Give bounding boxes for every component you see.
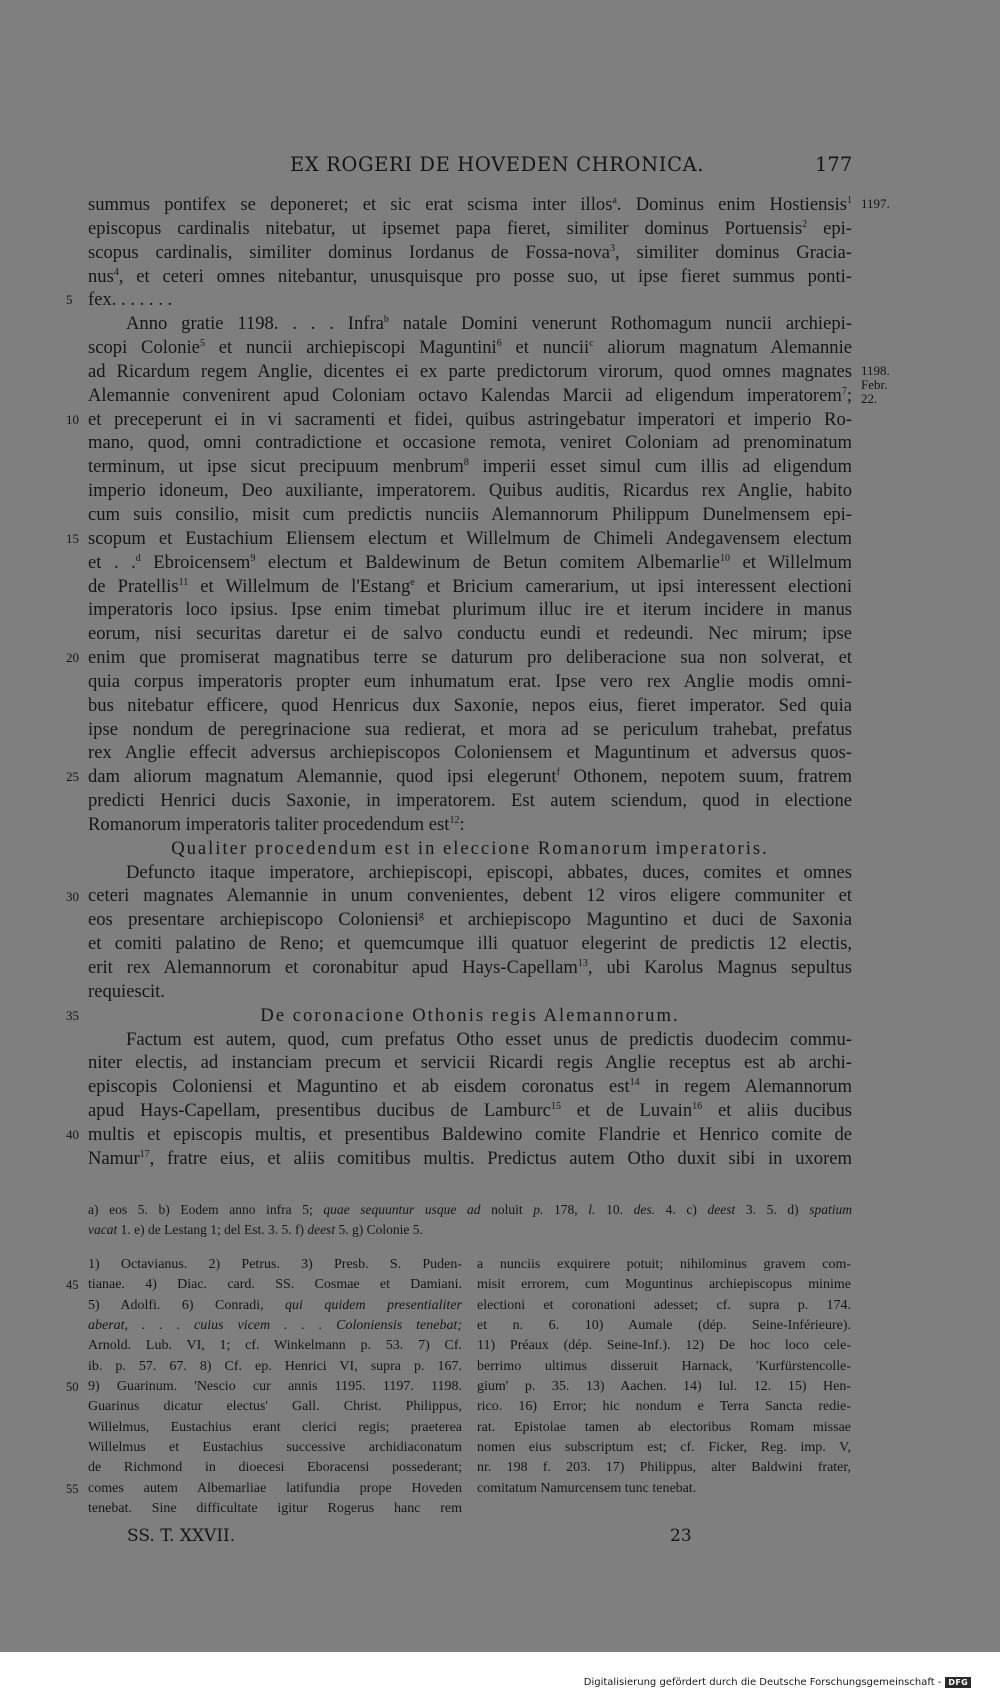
footnote-line: comes autem Albemarliae latifundia prope Hoveden: [88, 1480, 462, 1496]
text-line: enim que promiserat magnatibus terre se daturum pro deliberacione sua non solverat, et: [88, 647, 852, 669]
footnote-line: gium' p. 35. 13) Aachen. 14) Iul. 12. 15) Hen-: [477, 1379, 851, 1395]
line-number: 15: [66, 530, 79, 546]
footnote-line: tianae. 4) Diac. card. SS. Cosmae et Damiani.: [88, 1277, 462, 1293]
text-line: requiescit.: [88, 980, 165, 1002]
text-line: Romanorum imperatoris taliter procedendum est$^{12}$:: [88, 813, 465, 835]
text-line: episcopis Coloniensi et Maguntino et ab eisdem coronatus est$^{14}$ in regem Alemannorum: [88, 1076, 852, 1098]
text-line: mano, quod, omni contradictione et occasione remota, veniret Coloniam ad prenominatum: [88, 432, 852, 454]
text-line: scopi Colonie$^5$ et nuncii archiepiscopi Maguntini$^6$ et nuncii$^c$ aliorum magnatum Alemannie: [88, 337, 852, 359]
footnote-line: a nunciis exquirere potuit; nihilominus gravem com-: [477, 1257, 851, 1272]
text-line: Namur$^{17}$, fratre eius, et aliis comitibus multis. Predictus autem Otho duxit sibi in uxorem: [88, 1147, 852, 1169]
text-line: niter electis, ad instanciam precum et servicii Ricardi regis Anglie receptus est ab archi-: [88, 1052, 852, 1074]
digitization-credit: [584, 1677, 971, 1688]
text-line: et . .$^d$ Ebroicensem$^9$ electum et Baldewinum de Betun comitem Albemarlie$^{10}$ et Willelmum: [88, 551, 853, 573]
dfg-logo-icon: DFG: [945, 1677, 971, 1688]
footnote-line-number: 50: [66, 1380, 79, 1395]
footnotes-left-column: [88, 1255, 462, 1519]
text-line: multis et episcopis multis, et presentibus Baldewino comite Flandrie et Henrico comite de: [88, 1123, 852, 1145]
footnote-line: Arnold. Lub. VI, 1; cf. Winkelmann p. 53. 7) Cf.: [88, 1338, 462, 1354]
line-number: 20: [66, 650, 79, 666]
margin-date-note: 1198. Febr. 22.: [861, 362, 890, 406]
volume-signature: SS. T. XXVII.: [127, 1526, 236, 1546]
text-line: imperio idoneum, Deo auxiliante, imperatorem. Quibus auditis, Ricardus rex Anglie, habito: [88, 480, 852, 502]
text-line: episcopus cardinalis nitebatur, ut ipsemet papa fieret, similiter dominus Portuensis$^2$ epi-: [88, 217, 852, 239]
text-line: Anno gratie 1198. . . . Infra$^b$ natale Domini venerunt Rothomagum nuncii archiepi-: [126, 313, 852, 335]
line-number: 25: [66, 769, 79, 785]
running-title: EX ROGERI DE HOVEDEN CHRONICA.: [290, 153, 705, 176]
credit-text: Digitalisierung gefördert durch die Deutsche Forschungsgemeinschaft -: [583, 1677, 942, 1688]
sheet-number: 23: [670, 1526, 692, 1546]
footnote-line: misit errorem, cum Moguntinus archiepiscopus minime: [477, 1277, 851, 1293]
footnote-line: et n. 6. 10) Aumale (dép. Seine-Inférieure).: [477, 1318, 851, 1334]
line-number: 30: [66, 888, 79, 904]
text-line: ceteri magnates Alemannie in unum convenientes, debent 12 viros eligere communiter et: [88, 885, 852, 907]
text-line: cum suis consilio, misit cum predictis nunciis Alemannorum Philippum Dunelmensem epi-: [88, 503, 852, 525]
line-number: 5: [66, 292, 73, 308]
line-number: 40: [66, 1127, 79, 1143]
page-number: 177: [815, 153, 853, 176]
footnote-line: Willelmus, Eustachius erant clerici regis; praeterea: [88, 1419, 462, 1435]
text-line: fex. . . . . . .: [88, 289, 173, 311]
text-line: summus pontifex se deponeret; et sic erat scisma inter illos$^a$. Dominus enim Hostiensis$^1$: [88, 194, 853, 215]
footnote-line: nr. 198 f. 203. 17) Philippus, alter Baldwini frater,: [477, 1460, 851, 1476]
footnote-line: nomen eius subscriptum est; cf. Ficker, Reg. imp. V,: [477, 1440, 851, 1456]
text-line: scopum et Eustachium Eliensem electum et Willelmum de Chimeli Andegavensem electum: [88, 527, 852, 549]
text-line: Alemannie convenirent apud Coloniam octavo Kalendas Marcii ad eligendum imperatorem$^7$;: [88, 384, 852, 406]
footnote-line: tenebat. Sine difficultate igitur Rogerus hanc rem: [88, 1501, 462, 1517]
footnote-line: 1) Octavianus. 2) Petrus. 3) Presb. S. Puden-: [88, 1257, 462, 1272]
footnote-line: 11) Préaux (dép. Seine-Inf.). 12) De hoc loco cele-: [477, 1338, 851, 1354]
footnote-line: electioni et coronationi adesset; cf. supra p. 174.: [477, 1297, 851, 1313]
text-line: nus$^4$, et ceteri omnes nitebantur, unusquisque pro posse suo, ut ipse fieret summus ponti-: [88, 265, 852, 287]
footnote-line: 5) Adolfi. 6) Conradi, qui quidem presentialiter: [88, 1297, 462, 1313]
footnote-line: comitatum Namurcensem tunc tenebat.: [477, 1480, 697, 1496]
text-line: Qualiter procedendum est in eleccione Romanorum imperatoris.: [171, 837, 769, 859]
footnote-line: de Richmond in dioecesi Eboracensi possederant;: [88, 1460, 462, 1476]
variant-note-line: a) eos 5. b) Eodem anno infra 5; quae sequuntur usque ad noluit p. 178, l. 10. des. 4. c) deest 3. 5. d) spatium: [88, 1202, 853, 1217]
text-line: et preceperunt ei in vi sacramenti et fidei, quibus astringebatur imperatori et imperio Ro-: [88, 408, 852, 430]
footnote-line-number: 55: [66, 1481, 79, 1496]
text-line: ipse nondum de peregrinacione sua redierat, et mora ad se periculum trahebat, prefatus: [88, 718, 852, 740]
text-line: et comiti palatino de Reno; et quemcumque illi quatuor elegerint de predictis 12 electis,: [88, 933, 852, 955]
text-line: de Pratellis$^{11}$ et Willelmum de l'Estang$^e$ et Bricium camerarium, ut ipsi interessent electioni: [88, 575, 852, 597]
text-line: terminum, ut ipse sicut precipuum menbrum$^8$ imperii esset simul cum illis ad eligendum: [88, 456, 852, 478]
footnote-line: aberat, . . . cuius vicem . . . Coloniensis tenebat;: [88, 1318, 462, 1334]
footnotes-right-column: [477, 1255, 851, 1499]
variant-note-line: vacat 1. e) de Lestang 1; del Est. 3. 5. f) deest 5. g) Colonie 5.: [88, 1222, 423, 1237]
footnote-line-number: 45: [66, 1278, 79, 1293]
text-line: Defuncto itaque imperatore, archiepiscopi, episcopi, abbates, duces, comites et omnes: [126, 861, 852, 883]
line-number: 35: [66, 1007, 79, 1023]
text-line: bus nitebatur efficere, quod Henricus dux Saxonie, nepos eius, fieret imperator. Sed quia: [88, 694, 852, 716]
text-line: predicti Henrici ducis Saxonie, in imperatorem. Est autem sciendum, quod in electione: [88, 790, 852, 812]
text-line: scopus cardinalis, similiter dominus Iordanus de Fossa-nova$^3$, similiter dominus Gracia-: [88, 241, 852, 263]
footnote-line: 9) Guarinum. 'Nescio cur annis 1195. 1197. 1198.: [88, 1379, 462, 1395]
footnote-line: Guarinus dicatur electus' Gall. Christ. Philippus,: [88, 1399, 462, 1415]
footnote-line: berrimo ultimus disseruit Harnack, 'Kurfürstencolle-: [477, 1358, 851, 1374]
text-line: apud Hays-Capellam, presentibus ducibus de Lamburc$^{15}$ et de Luvain$^{16}$ et aliis ducibus: [88, 1100, 852, 1122]
footnote-line: Willelmus et Eustachius successive archidiaconatum: [88, 1440, 462, 1456]
text-line: Factum est autem, quod, cum prefatus Otho esset unus de predictis duodecim commu-: [126, 1028, 852, 1050]
footnote-line: ib. p. 57. 67. 8) Cf. ep. Henrici VI, supra p. 167.: [88, 1358, 462, 1374]
text-line: erit rex Alemannorum et coronabitur apud Hays-Capellam$^{13}$, ubi Karolus Magnus sepultus: [88, 957, 852, 978]
margin-date-note: 1197.: [861, 196, 890, 211]
text-line: ad Ricardum regem Anglie, dicentes ei ex parte predictorum virorum, quod omnes magnates: [88, 360, 852, 382]
text-line: dam aliorum magnatum Alemannie, quod ipsi elegerunt$^f$ Othonem, nepotem suum, fratrem: [88, 766, 852, 788]
text-line: De coronacione Othonis regis Alemannorum.: [260, 1004, 680, 1026]
footnote-line: rico. 16) Error; hic nondum e Terra Sancta redie-: [477, 1399, 851, 1415]
line-number: 10: [66, 411, 79, 427]
text-line: eos presentare archiepiscopo Coloniensi$^g$ et archiepiscopo Maguntino et duci de Saxonia: [88, 909, 852, 931]
text-line: imperatoris loco ipsius. Ipse enim timebat plurimum illuc ire et iterum incidere in manus: [88, 599, 852, 621]
variant-readings: [88, 1200, 852, 1240]
text-line: eorum, nisi securitas daretur ei de salvo conductu eundi et redeundi. Nec mirum; ipse: [88, 623, 852, 645]
main-text-block: [88, 193, 852, 1171]
footnote-line: rat. Epistolae tamen ab electoribus Romam missae: [477, 1419, 851, 1435]
text-line: rex Anglie effecit adversus archiepiscopos Coloniensem et Maguntinum et adversus quos-: [88, 742, 852, 764]
text-line: quia corpus imperatoris propter eum inhumatum erat. Ipse vero rex Anglie modis omni-: [88, 670, 852, 692]
